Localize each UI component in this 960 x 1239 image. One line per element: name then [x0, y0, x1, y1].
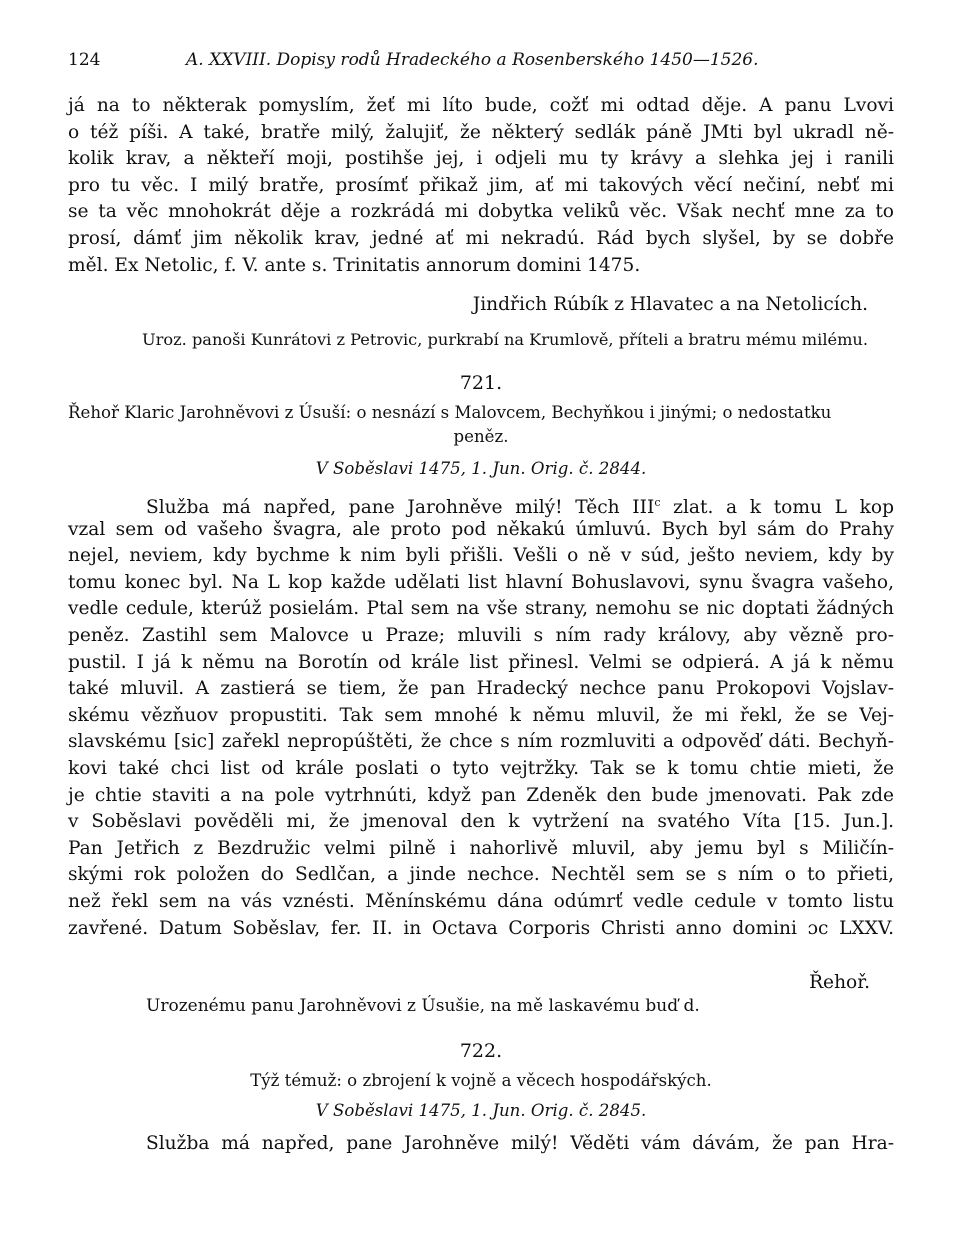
letter-722-number: 722.: [459, 1040, 503, 1062]
page-number: 124: [68, 50, 101, 70]
text-line: je chtie staviti a na pole vytrhnúti, když pan Zdeněk den bude jmenovati. Pak zde: [68, 784, 894, 806]
text-line: zavřené. Datum Soběslav, fer. II. in Octava Corporis Christi anno domini ɔc LXXV.: [68, 917, 894, 939]
text-line: kolik krav, a někteří moji, postihše jej, i odjeli mu ty krávy a slehka jej i ranili: [68, 148, 894, 170]
text-line: než řekl sem na vás vznésti. Měnínskému dána odúmrť vedle cedule v tomto listu: [68, 890, 894, 912]
letter-721-body: [68, 490, 894, 942]
text-line: vedle cedule, kterúž posielám. Ptal sem na vše strany, nemohu se nic doptati žádných: [68, 598, 894, 620]
page-header: [68, 50, 898, 78]
letter-721-regest-1: Řehoř Klaric Jarohněvovi z Úsuší: o nesnází s Malovcem, Bechyňkou i jinými; o nedostatku: [68, 403, 832, 422]
letter-721-signature: Řehoř.: [809, 972, 870, 993]
superscript: c: [654, 496, 661, 509]
text-line: pro tu věc. I milý bratře, prosímť přikaž jim, ať mi takových věcí nečiní, nebť mi: [68, 174, 894, 196]
text-line: se ta věc mnohokrát děje a rozkrádá mi dobytka veliků věc. Však nechť mne za to: [68, 201, 894, 223]
continuation-text: [68, 93, 894, 279]
letter-722-source: V Soběslavi 1475, 1. Jun. Orig. č. 2845.: [315, 1101, 647, 1120]
text-line: pustil. I já k němu na Borotín od krále list přinesl. Velmi se odpierá. A já k němu: [68, 651, 894, 673]
text-line: v Soběslavi pověděli mi, že jmenoval den k vytržení na svatého Víta [15. Jun.].: [68, 811, 894, 833]
text-line: Služba má napřed, pane Jarohněve milý! Věděti vám dávám, že pan Hra-: [146, 1133, 894, 1154]
text-line: o též píši. A také, bratře milý, žalujiť, že některý sedlák páně JMti byl ukradl ně-: [68, 121, 894, 143]
text-line: prosí, dámť jim několik krav, jedné ať mi nekradú. Rád bych slyšel, by se dobře: [68, 227, 894, 249]
letter-721-number: 721.: [459, 372, 503, 394]
running-title: A. XXVIII. Dopisy rodů Hradeckého a Rosenberského 1450—1526.: [186, 50, 759, 70]
text-line: skému vězňuov propustiti. Tak sem mnohé k němu mluvil, že mi řekl, že se Vej-: [68, 704, 894, 726]
text-line: kovi také chci list od krále poslati o tyto vejtržky. Tak se k tomu chtie mieti, že: [68, 757, 894, 779]
text-line: nejel, neviem, kdy bychme k nim byli přišli. Vešli o ně v súd, ješto neviem, kdy by: [68, 545, 894, 567]
text-line: také mluvil. A zastierá se tiem, že pan Hradecký nechce panu Prokopovi Vojslav-: [68, 678, 894, 700]
text-line: slavskému [sic] zařekl nepropúštěti, že chce s ním rozmluviti a odpověď dáti. Bechyň-: [68, 731, 894, 753]
letter-721-regest-2: peněz.: [453, 427, 509, 446]
continuation-address: Uroz. panoši Kunrátovi z Petrovic, purkrabí na Krumlově, příteli a bratru mému milému.: [142, 330, 868, 349]
text-line: vzal sem od vašeho švagra, ale proto pod někakú úmluvú. Bych byl sám do Prahy: [68, 518, 894, 540]
text-fragment: Služba má napřed, pane Jarohněve milý! Těch III: [146, 497, 655, 519]
letter-722-body: [68, 1131, 894, 1158]
text-line: peněz. Zastihl sem Malovce u Praze; mluvili s ním rady královy, aby vězně pro-: [68, 624, 894, 646]
text-line: Pan Jetřich z Bezdružic velmi pilně i nahorlivě mluvil, aby jemu byl s Miličín-: [68, 837, 894, 859]
text-line-first: [68, 490, 894, 517]
continuation-signature: Jindřich Rúbík z Hlavatec a na Netolicích.: [472, 294, 868, 315]
text-line: tomu konec byl. Na L kop každe udělati list hlavní Bohuslavovi, synu švagra vašeho,: [68, 571, 894, 593]
text-line: skými rok položen do Sedlčan, a jinde nechce. Nechtěl sem se s ním o to přieti,: [68, 864, 894, 886]
text-fragment: zlat. a k tomu L kop: [660, 497, 895, 519]
letter-721-address: Urozenému panu Jarohněvovi z Úsušie, na mě laskavému buď d.: [146, 996, 700, 1016]
text-line: měl. Ex Netolic, f. V. ante s. Trinitatis annorum domini 1475.: [68, 254, 641, 276]
letter-722-regest: Týž témuž: o zbrojení k vojně a věcech hospodářských.: [250, 1071, 712, 1090]
letter-721-source: V Soběslavi 1475, 1. Jun. Orig. č. 2844.: [315, 459, 647, 478]
text-line: já na to některak pomyslím, žeť mi líto bude, cožť mi odtad děje. A panu Lvovi: [68, 95, 894, 116]
